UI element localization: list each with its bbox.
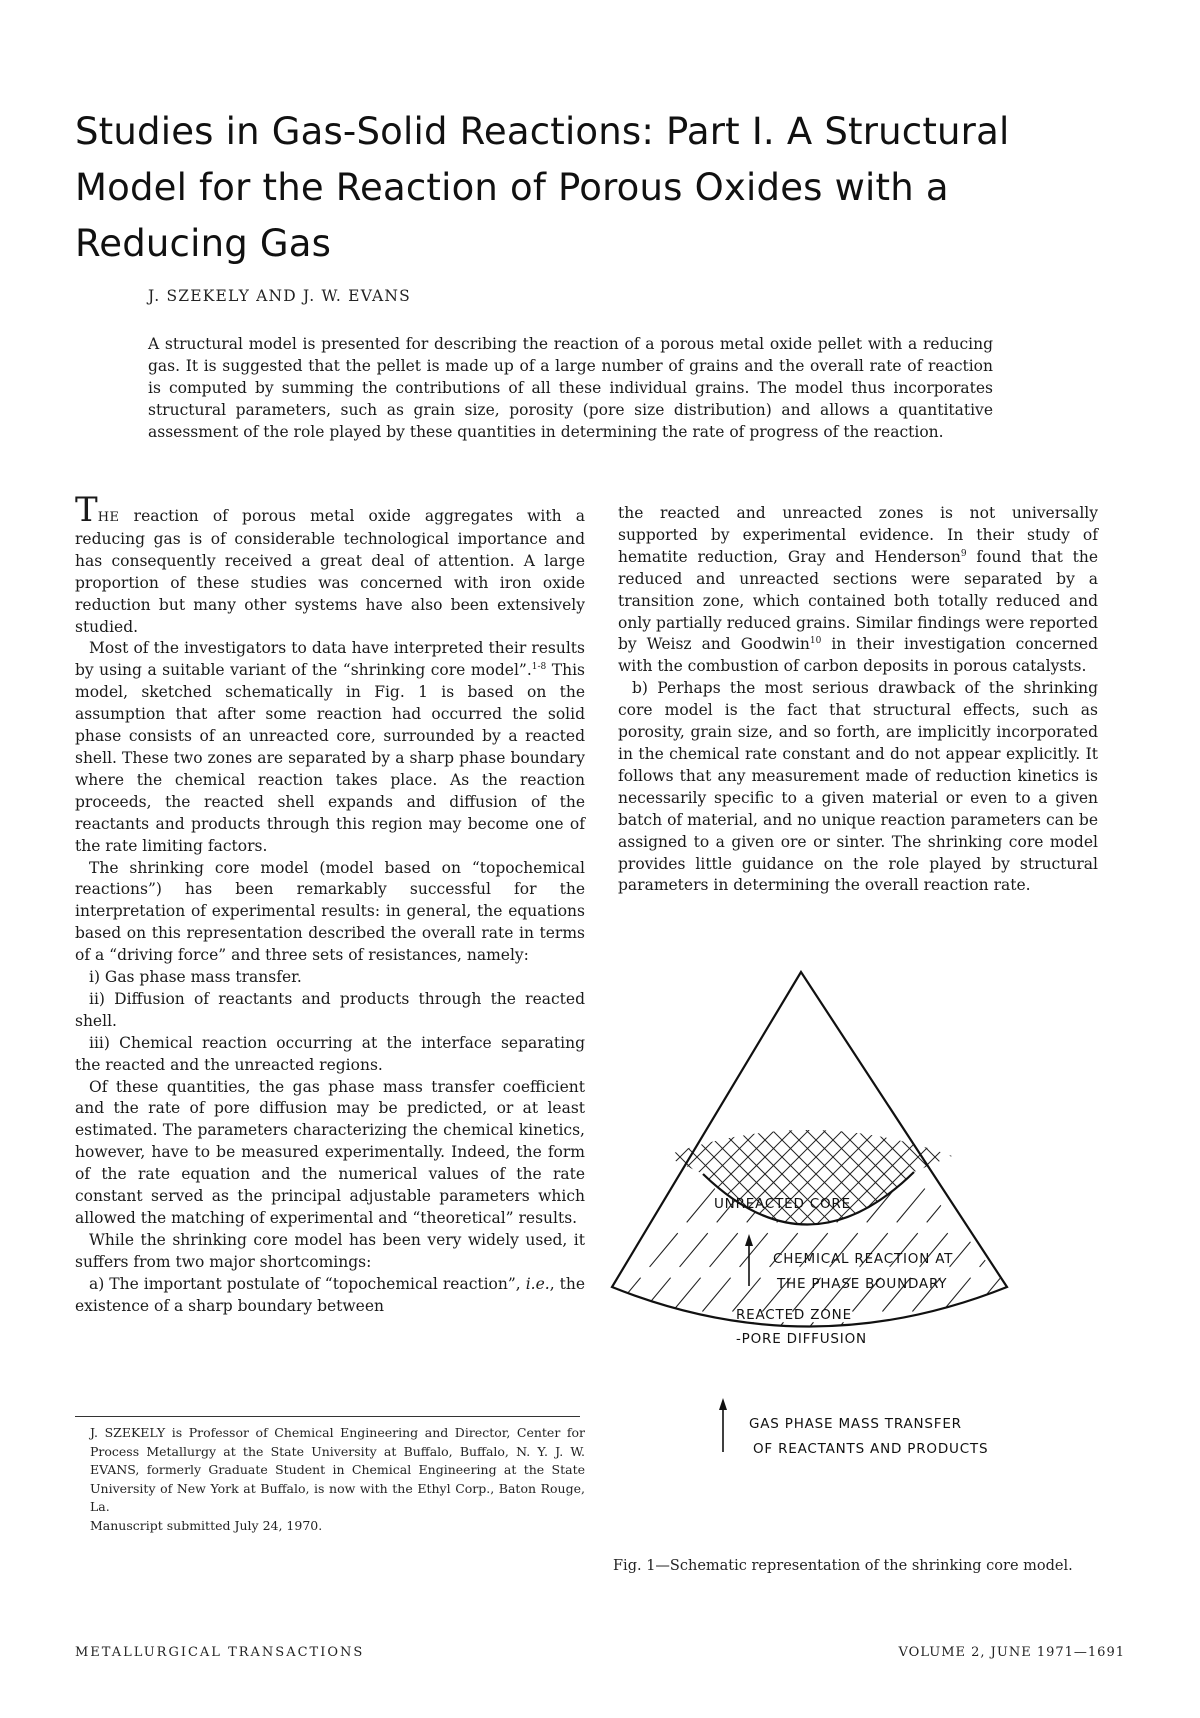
hatch-line: [975, 1044, 1130, 1304]
body-column-right: [618, 503, 1098, 897]
hatch-line: [958, 1044, 1130, 1304]
hatch-line: [1060, 1044, 1130, 1304]
label-reacted-zone: REACTED ZONE: [736, 1307, 852, 1323]
hatch-line: [1009, 1044, 1130, 1304]
hatch-line: [610, 1044, 742, 1304]
hatch-line: [610, 1044, 623, 1304]
footnote-submitted: Manuscript submitted July 24, 1970.: [90, 1517, 323, 1533]
hatch-line: [610, 1044, 759, 1304]
footnote: [90, 1424, 585, 1536]
list-item: ii) Diffusion of reactants and products through the reacted shell.: [75, 989, 585, 1030]
hatch-line: [1111, 1044, 1130, 1304]
label-reactants-products: OF REACTANTS AND PRODUCTS: [753, 1441, 989, 1457]
paragraph-text: , the existence of a sharp boundary between: [75, 1274, 585, 1315]
hatch-line: [942, 1144, 1130, 1384]
paragraph-text: This model, sketched schematically in Fig. 1 is based on the assumption that after some reaction had occurred the solid phase consists of an unreacted core, surrounded by a reacted shell. These two zones are separated by a sharp phase boundary where the chemical reaction takes place. As the reaction proceeds, the reacted shell expands and diffusion of the reactants and products through this region may become one of the rate limiting factors.: [75, 661, 585, 855]
page-info: VOLUME 2, JUNE 1971—1691: [898, 1645, 1125, 1660]
label-pore-diffusion: -PORE DIFFUSION: [736, 1331, 867, 1347]
hatch-line: [1032, 1144, 1130, 1384]
list-item: i) Gas phase mass transfer.: [89, 968, 302, 987]
paragraph: b) Perhaps the most serious drawback of the shrinking core model is the fact that structural effects, such as porosity, grain size, and so forth, are implicitly incorporated in the chemical rate constant and do not appear explicitly. It follows that any measurement made of reduction kinetics is necessarily specific to a given material or even to a given batch of material, and no unique reaction parameters can be assigned to a given ore or sinter. The shrinking core model provides little guidance on the role played by structural parameters in determining the overall reaction rate.: [618, 679, 1098, 895]
hatch-line: [610, 1044, 776, 1304]
gas-arrowhead: [719, 1398, 727, 1410]
footnote-affiliation: J. SZEKELY is Professor of Chemical Engineering and Director, Center for Process Metallurgy at the State University at Buffalo, Buffalo, N. Y. J. W. EVANS, formerly Graduate Student in Chemical Engineering at the State University of New York at Buffalo, is now with the Ethyl Corp., Baton Rouge, La.: [90, 1425, 585, 1515]
hatch-line: [610, 1044, 759, 1304]
paragraph: [618, 503, 1098, 678]
hatch-line: [610, 1044, 674, 1304]
article-authors: J. SZEKELY AND J. W. EVANS: [148, 287, 412, 305]
journal-name: METALLURGICAL TRANSACTIONS: [75, 1645, 365, 1660]
hatch-line: [941, 1044, 1130, 1304]
reaction-arrowhead: [745, 1234, 753, 1246]
hatch-line: [1026, 1044, 1130, 1304]
article-title: Studies in Gas-Solid Reactions: Part I. A Structural Model for the Reaction of Porous Oxides with a Reducing Gas: [75, 110, 1010, 265]
hatch-line: [1094, 1044, 1130, 1304]
hatch-line: [610, 1144, 662, 1384]
cone-outline: [612, 972, 1007, 1327]
hatch-line: [992, 1044, 1130, 1304]
reference-mark: 1-8: [531, 662, 547, 673]
paragraph-text: found that the reduced and unreacted sections were separated by a transition zone, which contained both totally reduced and only partially reduced grains. Similar findings were reported by Weisz and Goodwin: [618, 547, 1098, 654]
italic-text: i.e.: [525, 1274, 550, 1293]
label-chemical-reaction: CHEMICAL REACTION AT: [773, 1251, 954, 1267]
label-phase-boundary: THE PHASE BOUNDARY: [777, 1276, 948, 1292]
paragraph-text: in their investigation concerned with the combustion of carbon deposits in porous catalysts.: [618, 635, 1098, 676]
hatch-line: [1111, 1044, 1130, 1304]
hatch-line: [941, 1044, 1130, 1304]
paragraph: [75, 638, 585, 857]
hatch-line: [975, 1044, 1130, 1304]
paragraph: While the shrinking core model has been very widely used, it suffers from two major shortcomings:: [75, 1230, 585, 1271]
hatch-line: [1043, 1044, 1130, 1304]
hatch-line: [610, 1044, 742, 1304]
paragraph: The shrinking core model (model based on “topochemical reactions”) has been remarkably successful for the interpretation of experimental results: in general, the equations based on this representation described the overall rate in terms of a “driving force” and three sets of resistances, namely:: [75, 858, 585, 965]
hatch-line: [1077, 1044, 1130, 1304]
hatch-line: [1009, 1044, 1130, 1304]
hatch-line: [1077, 1044, 1130, 1304]
hatch-line: [610, 1144, 632, 1384]
hatch-line: [610, 1044, 776, 1304]
paragraph-text: reaction of porous metal oxide aggregates with a reducing gas is of considerable technological importance and has consequently received a great deal of attention. A large proportion of these studies was concerned with iron oxide reduction but many other systems have also been extensively studied.: [75, 507, 585, 636]
hatch-line: [610, 1044, 725, 1304]
hatch-line: [924, 1044, 1130, 1304]
hatch-line: [1026, 1044, 1130, 1304]
schematic-diagram: [610, 970, 1130, 1560]
hatch-line: [1122, 1144, 1130, 1384]
hatch-line: [958, 1044, 1130, 1304]
paragraph-text: Most of the investigators to data have interpreted their results by using a suitable variant of the “shrinking core model”.: [75, 639, 585, 680]
footnote-divider: [75, 1416, 580, 1417]
figure-caption: Fig. 1—Schematic representation of the shrinking core model.: [613, 1558, 1073, 1574]
hatch-line: [610, 1144, 752, 1384]
dropcap-continuation: HE: [97, 510, 120, 525]
hatch-line: [610, 1044, 674, 1304]
label-gas-transfer: GAS PHASE MASS TRANSFER: [749, 1416, 962, 1432]
reference-mark: 10: [809, 636, 822, 647]
figure-shrinking-core: [610, 970, 1130, 1560]
hatch-line: [1062, 1144, 1130, 1384]
hatch-line: [610, 1144, 692, 1384]
article-abstract: A structural model is presented for describing the reaction of a porous metal oxide pellet with a reducing gas. It is suggested that the pellet is made up of a large number of grains and the overall rate of reaction is computed by summing the contributions of all these individual grains. The model thus incorporates structural parameters, such as grain size, porosity (pore size distribution) and allows a quantitative assessment of the role played by these quantities in determining the rate of progress of the reaction.: [148, 335, 993, 441]
hatch-line: [610, 1044, 725, 1304]
hatch-line: [992, 1044, 1130, 1304]
drop-cap: T: [75, 490, 98, 530]
paragraph: [75, 1274, 585, 1318]
hatch-line: [924, 1044, 1130, 1304]
hatch-line: [610, 1044, 657, 1304]
paragraph: [75, 490, 585, 638]
paragraph-text: a) The important postulate of “topochemical reaction”,: [89, 1274, 526, 1293]
hatch-line: [972, 1144, 1130, 1384]
hatch-line: [1092, 1144, 1130, 1384]
hatch-line: [610, 1044, 623, 1304]
paragraph: Of these quantities, the gas phase mass transfer coefficient and the rate of pore diffusion may be predicted, or at least estimated. The parameters characterizing the chemical kinetics, however, have to be measured experimentally. Indeed, the form of the rate equation and the numerical values of the rate constant served as the principal adjustable parameters which allowed the matching of experimental and “theoretical” results.: [75, 1077, 585, 1227]
label-unreacted-core: UNREACTED CORE: [714, 1196, 851, 1212]
hatch-line: [1002, 1144, 1130, 1384]
hatch-line: [1060, 1044, 1130, 1304]
paragraph-text: the reacted and unreacted zones is not universally supported by experimental evidence. In their study of hematite reduction, Gray and Henderson: [618, 504, 1098, 566]
list-item: iii) Chemical reaction occurring at the interface separating the reacted and the unreacted regions.: [75, 1033, 585, 1074]
hatch-line: [610, 1144, 782, 1384]
hatch-line: [1094, 1044, 1130, 1304]
body-column-left: [75, 490, 585, 1318]
reference-mark: 9: [960, 548, 967, 559]
hatch-line: [610, 1044, 657, 1304]
hatch-line: [1043, 1044, 1130, 1304]
